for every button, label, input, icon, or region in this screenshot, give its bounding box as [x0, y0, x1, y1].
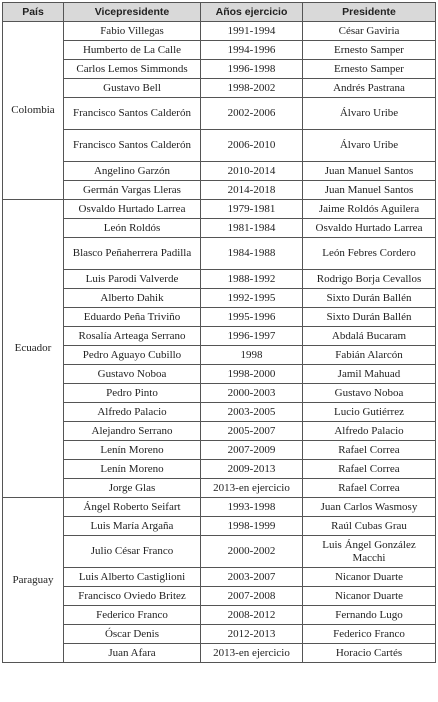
country-cell: Paraguay — [3, 498, 64, 663]
years-cell: 2012-2013 — [201, 625, 303, 644]
table-row — [3, 200, 436, 219]
vicepresident-cell: Pedro Pinto — [64, 384, 201, 403]
table-row — [3, 365, 436, 384]
vicepresident-cell: Luis María Argaña — [64, 517, 201, 536]
president-cell: Osvaldo Hurtado Larrea — [303, 219, 436, 238]
vicepresident-cell: Alfredo Palacio — [64, 403, 201, 422]
president-cell: Fabián Alarcón — [303, 346, 436, 365]
years-cell: 2000-2003 — [201, 384, 303, 403]
years-cell: 1996-1998 — [201, 60, 303, 79]
header-years: Años ejercicio — [201, 3, 303, 22]
years-cell: 2007-2008 — [201, 587, 303, 606]
years-cell: 1991-1994 — [201, 22, 303, 41]
vicepresident-cell: Luis Alberto Castiglioni — [64, 568, 201, 587]
years-cell: 1998-2002 — [201, 79, 303, 98]
years-cell: 2007-2009 — [201, 441, 303, 460]
table-row — [3, 479, 436, 498]
header-country: País — [3, 3, 64, 22]
years-cell: 1995-1996 — [201, 308, 303, 327]
table-row — [3, 219, 436, 238]
years-cell: 2003-2007 — [201, 568, 303, 587]
president-cell: Juan Manuel Santos — [303, 162, 436, 181]
vicepresident-cell: Ángel Roberto Seifart — [64, 498, 201, 517]
table-row — [3, 60, 436, 79]
table-row — [3, 403, 436, 422]
vicepresident-cell: Angelino Garzón — [64, 162, 201, 181]
table-header — [3, 3, 436, 22]
years-cell: 2009-2013 — [201, 460, 303, 479]
vicepresident-cell: Gustavo Noboa — [64, 365, 201, 384]
years-cell: 1998 — [201, 346, 303, 365]
years-cell: 2008-2012 — [201, 606, 303, 625]
president-cell: Rafael Correa — [303, 441, 436, 460]
president-cell: Jamil Mahuad — [303, 365, 436, 384]
president-cell: Raúl Cubas Grau — [303, 517, 436, 536]
table-row — [3, 162, 436, 181]
years-cell: 2013-en ejercicio — [201, 479, 303, 498]
vicepresident-cell: Eduardo Peña Triviño — [64, 308, 201, 327]
president-cell: Nicanor Duarte — [303, 587, 436, 606]
table-row — [3, 308, 436, 327]
table-row — [3, 644, 436, 663]
table-row — [3, 625, 436, 644]
years-cell: 2002-2006 — [201, 98, 303, 130]
years-cell: 2005-2007 — [201, 422, 303, 441]
vicepresident-cell: Fabio Villegas — [64, 22, 201, 41]
vicepresidents-table — [2, 2, 436, 663]
table-row — [3, 346, 436, 365]
years-cell: 1996-1997 — [201, 327, 303, 346]
president-cell: Álvaro Uribe — [303, 130, 436, 162]
president-cell: Juan Manuel Santos — [303, 181, 436, 200]
vicepresident-cell: Carlos Lemos Simmonds — [64, 60, 201, 79]
vicepresident-cell: Luis Parodi Valverde — [64, 270, 201, 289]
vicepresident-cell: Lenín Moreno — [64, 441, 201, 460]
years-cell: 1979-1981 — [201, 200, 303, 219]
years-cell: 1994-1996 — [201, 41, 303, 60]
vicepresident-cell: León Roldós — [64, 219, 201, 238]
vicepresident-cell: Humberto de La Calle — [64, 41, 201, 60]
table-row — [3, 441, 436, 460]
vicepresident-cell: Blasco Peñaherrera Padilla — [64, 238, 201, 270]
years-cell: 1992-1995 — [201, 289, 303, 308]
years-cell: 2013-en ejercicio — [201, 644, 303, 663]
table-row — [3, 22, 436, 41]
president-cell: Sixto Durán Ballén — [303, 289, 436, 308]
president-cell: Lucio Gutiérrez — [303, 403, 436, 422]
vicepresident-cell: Federico Franco — [64, 606, 201, 625]
president-cell: Rafael Correa — [303, 479, 436, 498]
table-row — [3, 536, 436, 568]
president-cell: Gustavo Noboa — [303, 384, 436, 403]
vicepresident-cell: Julio César Franco — [64, 536, 201, 568]
vicepresident-cell: Lenín Moreno — [64, 460, 201, 479]
vicepresident-cell: Pedro Aguayo Cubillo — [64, 346, 201, 365]
president-cell: Ernesto Samper — [303, 41, 436, 60]
country-cell: Ecuador — [3, 200, 64, 498]
years-cell: 2003-2005 — [201, 403, 303, 422]
table-row — [3, 181, 436, 200]
years-cell: 2014-2018 — [201, 181, 303, 200]
table-row — [3, 327, 436, 346]
president-cell: Abdalá Bucaram — [303, 327, 436, 346]
table-row — [3, 498, 436, 517]
president-cell: Nicanor Duarte — [303, 568, 436, 587]
president-cell: Álvaro Uribe — [303, 98, 436, 130]
years-cell: 1984-1988 — [201, 238, 303, 270]
vicepresident-cell: Alberto Dahik — [64, 289, 201, 308]
table-row — [3, 98, 436, 130]
president-cell: Andrés Pastrana — [303, 79, 436, 98]
vicepresident-cell: Juan Afara — [64, 644, 201, 663]
vicepresident-cell: Francisco Santos Calderón — [64, 130, 201, 162]
vicepresident-cell: Rosalía Arteaga Serrano — [64, 327, 201, 346]
table-row — [3, 238, 436, 270]
president-cell: Luis Ángel González Macchi — [303, 536, 436, 568]
table-row — [3, 79, 436, 98]
table-row — [3, 422, 436, 441]
table-body — [3, 22, 436, 663]
table-row — [3, 289, 436, 308]
years-cell: 1998-1999 — [201, 517, 303, 536]
table-row — [3, 587, 436, 606]
vicepresident-cell: Jorge Glas — [64, 479, 201, 498]
president-cell: Sixto Durán Ballén — [303, 308, 436, 327]
vicepresident-cell: Gustavo Bell — [64, 79, 201, 98]
president-cell: Rafael Correa — [303, 460, 436, 479]
president-cell: Federico Franco — [303, 625, 436, 644]
table-row — [3, 568, 436, 587]
vicepresident-cell: Osvaldo Hurtado Larrea — [64, 200, 201, 219]
president-cell: Fernando Lugo — [303, 606, 436, 625]
header-row — [3, 3, 436, 22]
years-cell: 1998-2000 — [201, 365, 303, 384]
president-cell: Alfredo Palacio — [303, 422, 436, 441]
president-cell: Ernesto Samper — [303, 60, 436, 79]
president-cell: Juan Carlos Wasmosy — [303, 498, 436, 517]
table-row — [3, 606, 436, 625]
table-row — [3, 460, 436, 479]
table-row — [3, 270, 436, 289]
vicepresident-cell: Germán Vargas Lleras — [64, 181, 201, 200]
years-cell: 1981-1984 — [201, 219, 303, 238]
years-cell: 2010-2014 — [201, 162, 303, 181]
vicepresident-cell: Alejandro Serrano — [64, 422, 201, 441]
years-cell: 2000-2002 — [201, 536, 303, 568]
president-cell: León Febres Cordero — [303, 238, 436, 270]
table-row — [3, 130, 436, 162]
years-cell: 2006-2010 — [201, 130, 303, 162]
vicepresident-cell: Francisco Santos Calderón — [64, 98, 201, 130]
president-cell: Horacio Cartés — [303, 644, 436, 663]
header-vicepresident: Vicepresidente — [64, 3, 201, 22]
country-cell: Colombia — [3, 22, 64, 200]
header-president: Presidente — [303, 3, 436, 22]
president-cell: César Gaviria — [303, 22, 436, 41]
president-cell: Rodrigo Borja Cevallos — [303, 270, 436, 289]
vicepresident-cell: Óscar Denis — [64, 625, 201, 644]
table-row — [3, 517, 436, 536]
table-row — [3, 41, 436, 60]
years-cell: 1988-1992 — [201, 270, 303, 289]
vicepresident-cell: Francisco Oviedo Britez — [64, 587, 201, 606]
table-row — [3, 384, 436, 403]
president-cell: Jaime Roldós Aguilera — [303, 200, 436, 219]
years-cell: 1993-1998 — [201, 498, 303, 517]
